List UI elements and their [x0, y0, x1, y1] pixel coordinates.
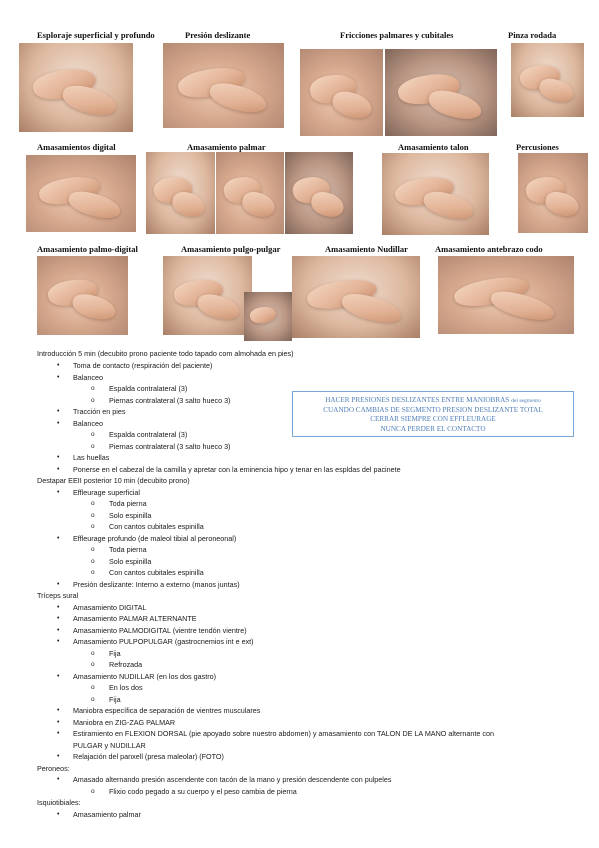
list-item: • Relajación del panxell (presa maleolar) (FOTO) [73, 751, 224, 762]
list-item: • Effleurage profundo (de maleol tibial al peroneonal) [73, 533, 236, 544]
list-item: • Balanceo [73, 418, 103, 429]
caption-percusiones: Percusiones [516, 142, 559, 152]
photo-amasamiento-pulgo-pulgar [163, 256, 252, 335]
sub-list-item: o Fija [109, 648, 121, 659]
photo-amasamiento-palmar-3 [285, 152, 353, 234]
sub-list-item: o En los dos [109, 682, 143, 693]
photo-esploraje [19, 43, 133, 132]
photo-amasamiento-nudillar [292, 256, 420, 338]
sub-list-item: o Espalda contralateral (3) [109, 383, 187, 394]
list-item: • Estiramiento en FLEXION DORSAL (pie apoyado sobre nuestro abdomen) y amasamiento con TALON DE LA MANO alternante con [73, 728, 494, 739]
note-line-1: HACER PRESIONES DESLIZANTES ENTRE MANIOBRAS [325, 396, 510, 404]
note-line-4: NUNCA PERDER EL CONTACTO [380, 424, 486, 433]
note-line-2: CUANDO CAMBIAS DE SEGMENTO PRESION DESLIZANTE TOTAL [323, 406, 543, 415]
list-item: • Amasamiento DIGITAL [73, 602, 146, 613]
sub-list-item: o Piernas contralateral (3 salto hueco 3) [109, 395, 230, 406]
list-item-continuation: PULGAR y NUDILLAR [73, 741, 146, 750]
list-item: • Amasamiento palmar [73, 809, 141, 820]
caption-amasamiento-pulgo-pulgar: Amasamiento pulgo-pulgar [181, 244, 281, 254]
section-heading: Tríceps sural [37, 591, 79, 600]
photo-fricciones-palmares [300, 49, 383, 136]
section-heading: Destapar EEII posterior 10 min (decubito prono) [37, 476, 190, 485]
sub-list-item: o Solo espinilla [109, 556, 151, 567]
caption-pinza-rodada: Pinza rodada [508, 30, 557, 40]
list-item: • Balanceo [73, 372, 103, 383]
photo-amasamiento-palmar-1 [146, 152, 215, 234]
list-item: • Amasamiento NUDILLAR (en los dos gastro) [73, 671, 216, 682]
list-item: • Amasamiento PALMAR ALTERNANTE [73, 613, 197, 624]
caption-fricciones: Fricciones palmares y cubitales [340, 30, 454, 40]
caption-amasamiento-palmar: Amasamiento palmar [187, 142, 266, 152]
note-box [292, 391, 574, 437]
list-item: • Ponerse en el cabezal de la camilla y apretar con la eminencia hipo y tenar en las espldas del pacinete [73, 464, 401, 475]
note-line-3: CERRAR SIEMPRE CON EFFLEURAGE [370, 415, 496, 424]
caption-presion-deslizante: Presión deslizante [185, 30, 251, 40]
section-heading: Peroneos: [37, 764, 70, 773]
list-item: • Maniobra en ZIG-ZAG PALMAR [73, 717, 175, 728]
sub-list-item: o Espalda contralateral (3) [109, 429, 187, 440]
caption-esploraje: Esploraje superficial y profundo [37, 30, 155, 40]
photo-fricciones-cubitales [385, 49, 497, 136]
note-line-1-small: del segmento [511, 398, 541, 404]
sub-list-item: o Refrozada [109, 659, 142, 670]
list-item: • Amasado alternando presión ascendente con tacón de la mano y presión descendente con pulpeles [73, 774, 391, 785]
sub-list-item: o Con cantos cubitales espinilla [109, 567, 204, 578]
photo-pinza-rodada [511, 43, 584, 117]
caption-amasamiento-nudillar: Amasamiento Nudillar [325, 244, 408, 254]
list-item: • Effleurage superficial [73, 487, 140, 498]
photo-amasamiento-palmo-digital [37, 256, 128, 335]
list-item: • Maniobra específica de separación de vientres musculares [73, 705, 260, 716]
list-item: • Amasamiento PALMODIGITAL (vientre tendón vientre) [73, 625, 247, 636]
photo-amasamiento-palmar-2 [216, 152, 284, 234]
sub-list-item: o Toda pierna [109, 544, 147, 555]
photo-amasamiento-pulgo-pulgar-detail [244, 292, 292, 341]
sub-list-item: o Con cantos cubitales espinilla [109, 521, 204, 532]
sub-list-item: o Piernas contralateral (3 salto hueco 3) [109, 441, 230, 452]
list-item: • Amasamiento PULPOPULGAR (gastrocnemios int e ext) [73, 636, 254, 647]
caption-amasamiento-digital: Amasamientos digital [37, 142, 116, 152]
photo-percusiones [518, 153, 588, 233]
caption-amasamiento-palmo-digital: Amasamiento palmo-digital [37, 244, 138, 254]
section-heading: Introducción 5 min (decubito prono paciente todo tapado com almohada en pies) [37, 349, 294, 358]
sub-list-item: o Solo espinilla [109, 510, 151, 521]
list-item: • Tracción en pies [73, 406, 125, 417]
caption-amasamiento-antebrazo: Amasamiento antebrazo codo [435, 244, 543, 254]
section-heading: Isquiotibiales: [37, 798, 81, 807]
sub-list-item: o Fija [109, 694, 121, 705]
photo-amasamiento-talon [382, 153, 489, 235]
photo-amasamiento-digital [26, 155, 136, 232]
list-item: • Toma de contacto (respiración del paciente) [73, 360, 212, 371]
sub-list-item: o Flixio codo pegado a su cuerpo y el peso cambia de pierna [109, 786, 297, 797]
sub-list-item: o Toda pierna [109, 498, 147, 509]
photo-presion-deslizante [163, 43, 284, 128]
list-item: • Presión deslizante: Interno a externo (manos juntas) [73, 579, 240, 590]
caption-amasamiento-talon: Amasamiento talon [398, 142, 469, 152]
photo-amasamiento-antebrazo [438, 256, 574, 334]
list-item: • Las huellas [73, 452, 109, 463]
